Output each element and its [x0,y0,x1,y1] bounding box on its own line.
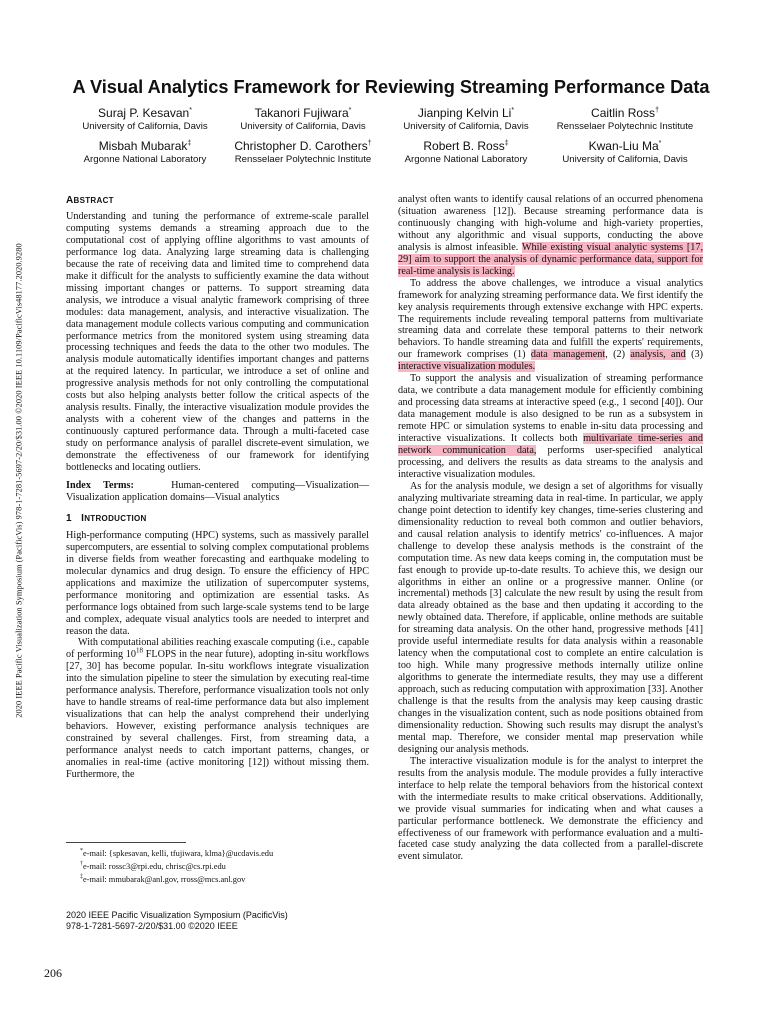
text-run: To address the above challenges, we introduce a visual analytics framework for analyzing streaming performance data. We first identify the key analysis requirements through extensive exchange with HPC experts. The requirements include revealing temporal patterns from multivariate streaming data and correlate these temporal patterns to their network behaviors. To handle streaming data and fulfill the experts' requirements, our framework comprises (1) [398,277,703,361]
page-number: 206 [44,966,62,980]
footnotes [80,846,370,884]
author-mark: * [658,140,662,147]
exponent: 18 [136,647,143,656]
author-8 [540,137,710,166]
right-paragraph-1 [398,194,703,278]
text-run: analyst often wants to identify causal relations of an occurred phenomena (situation awareness [12]). Because streaming performance data is continuously changing with high-volume and high-variety properties, without any algorithmic and visual supports, conducting the above analysis is almost infeasible. [398,194,703,253]
intro-heading-first: I [81,512,85,524]
abstract-heading-rest: BSTRACT [73,196,114,205]
intro-heading [66,512,369,526]
author-affiliation: Rensselaer Polytechnic Institute [234,154,372,165]
author-mark: * [348,107,352,114]
text-run: performs user-specified analytical processing, and delivers the results as data streams to the analysis and interactive visualization modules. [398,445,703,480]
doi-sidebar-text: 2020 IEEE Pacific Visualization Symposium (PacificVis) 978-1-7281-5697-2/20/$31.00 ©2020 IEEE 10.1109/PacificVis48177.2020.9280 [14,242,24,718]
author-block [60,104,740,168]
footnote-mark: ‡ [80,873,83,880]
author-1 [60,104,230,133]
footnote-rule [66,842,186,843]
author-5 [60,137,230,166]
text-run: To support the analysis and visualization of streaming performance data, we contribute a data management module for efficiently combining and processing data streams at interactive speed (e.g., 1 second [40]). Our data management module is also designed to be run as a subsystem in remote HPC or simulation systems to enable in-situ data processing and interactive visualizations. It collects both [398,373,703,445]
author-affiliation: University of California, Davis [562,154,688,165]
author-6 [218,137,388,166]
author-mark: † [367,140,372,147]
footnote-text: e-mail: mmubarak@anl.gov, rross@mcs.anl.gov [83,874,246,884]
author-2 [218,104,388,133]
author-name: Christopher D. Carothers [234,139,368,153]
right-paragraph-2 [398,278,703,374]
footnote [80,846,370,859]
author-7 [381,137,551,166]
highlighted-text: data management [530,349,606,361]
author-name: Caitlin Ross [591,106,656,120]
author-mark: * [511,107,515,114]
highlighted-text: interactive visualization modules. [398,361,536,373]
highlighted-text: analysis, and [630,349,686,361]
author-name: Misbah Mubarak [98,139,188,153]
abstract-heading [66,194,369,208]
author-affiliation: Argonne National Laboratory [83,154,207,165]
intro-paragraph-2 [66,637,369,780]
paper-title: A Visual Analytics Framework for Reviewing Streaming Performance Data [72,77,710,97]
author-affiliation: Rensselaer Polytechnic Institute [556,121,694,132]
intro-heading-rest: NTRODUCTION [84,513,147,523]
abstract-heading-first: A [66,195,74,206]
author-mark: * [189,107,192,114]
author-mark: † [655,107,659,114]
author-name: Takanori Fujiwara [254,106,349,120]
text-run: , (2) [605,349,631,361]
intro-paragraph-1: High-performance computing (HPC) systems, such as massively parallel supercomputers, are essential to solving complex computational problems in diverse fields from weather forecasting and earthquake modeling to molecular dynamics and drug design. To ensure the efficiency of HPC applications and maximize the utilization of supercomputer systems, performance monitoring and optimization are essential tasks. As performance logs obtained from such large-scale systems tend to be large and complex, adequate visual analytics tools are needed to interpret and reason the data. [66,529,369,637]
author-affiliation: University of California, Davis [240,121,366,132]
left-column [66,194,369,781]
footnote-text: e-mail: rossc3@rpi.edu, chrisc@cs.rpi.edu [83,861,226,871]
right-paragraph-4: As for the analysis module, we design a set of algorithms for visually analyzing multivariate streaming data in real-time. In particular, we apply change point detection to identify key changes, time-series clustering and dimensionality reduction to reveal both common and outlier behaviors, and causal relation analysis to identify metrics' co-influences. A major challenge to develop these analysis methods is the constraint of the computation time. As new data keeps coming in, the computation must be fast enough to provide up-to-date results. To achieve this, we design our algorithms in either an online or a progressive manner. Online (or incremental) methods [3] calculate the new result by using the result from data already obtained as the base and then updating it according to the newly obtained data. Therefore, if applicable, online methods are suitable for streaming data analysis. On the other hand, progressive methods [41] provide useful intermediate results for data analysis within a reasonable latency when the computational cost to complete an entire calculation is too high. While many progressive methods internally utilize online algorithms to generate the intermediate results, they may use a different approach, such as reducing computation with approximation [33]. Another challenge is that the results from the analysis may keep causing drastic changes in the visualization content, such as node positions obtained from dimensionality reduction. Showing such results may disrupt the analyst's mental map. Therefore, we consider mental map preservation while designing our analysis methods. [398,480,703,755]
footnote-text: e-mail: {spkesavan, kelli, tfujiwara, klma}@ucdavis.edu [83,848,274,858]
doi-sidebar [8,230,30,730]
author-name: Suraj P. Kesavan [98,106,190,120]
author-mark: ‡ [504,140,509,147]
author-name: Jianping Kelvin Li [417,106,512,120]
author-affiliation: University of California, Davis [403,121,529,132]
author-name: Kwan-Liu Ma [588,139,659,153]
right-paragraph-3 [398,373,703,481]
right-paragraph-5: The interactive visualization module is for the analyst to interpret the results from the analysis module. The module provides a fully interactive interface to help relate the temporal behaviors from the historical context with the intermediate results to make critical observations. Additionally, we provide visual summaries for indicating when and what causes a particular performance bottleneck. We demonstrate the efficiency and effectiveness of our framework with performance evaluation and a multi-faceted case study analyzing the data collected from a parallel-discrete event simulator. [398,755,703,863]
footnote [80,872,370,885]
intro-number: 1 [66,512,72,524]
index-terms-label: Index Terms: [66,479,134,491]
highlighted-text: While existing visual analytic systems [17, 29] aim to support the analysis of dynamic performance data, support for real-time analysis is lacking. [398,241,703,277]
text-run: (3) [685,349,704,361]
footnote-mark: * [80,848,83,854]
author-name: Robert B. Ross [423,139,505,153]
footnote [80,859,370,872]
right-column [398,194,703,863]
conference-isbn: 978-1-7281-5697-2/20/$31.00 ©2020 IEEE [66,921,238,931]
intro-p2-end: FLOPS in the near future), adopting in-situ workflows [27, 30] has become popular. In-situ workflows integrate visualization into the simulation pipeline to steer the simulation by executing real-time performance analysis. Therefore, performance visualization tools not only have to handle streams of real-time performance data but also implement visualizations that can help the analyst comprehend their underlying behaviors. However, existing performance analysis techniques are constrained by several challenges. First, from streaming data, a performance analyst needs to catch important patterns, changes, or anomalies in real-time (active monitoring [12]) without missing them. Furthermore, the [66,649,369,780]
footnote-mark: † [80,860,83,867]
author-affiliation: Argonne National Laboratory [404,154,528,165]
conference-info [66,910,366,932]
intro-p2-start: With computational abilities reaching exascale computing (i.e., capable of performing 10 [66,637,369,661]
author-4 [540,104,710,133]
conference-name: 2020 IEEE Pacific Visualization Symposium (PacificVis) [66,910,288,920]
index-terms-text: Human-centered computing—Visualization—Visualization application domains—Visual analytics [66,479,369,503]
author-affiliation: University of California, Davis [82,121,208,132]
author-mark: ‡ [187,140,192,147]
index-terms [66,480,369,504]
author-3 [381,104,551,133]
abstract-text: Understanding and tuning the performance of extreme-scale parallel computing systems demands a streaming approach due to the computational cost of applying offline algorithms to vast amounts of performance log data. Analyzing large streaming data is challenging because the rate of receiving data and limited time to comprehend data make it difficult for the analysts to sufficiently examine the data without missing important changes or patterns. To support streaming data analysis, we introduce a visual analytic framework comprising of three modules: data management, analysis, and interactive visualization. The data management module collects various computing and communication performance metrics from the monitored system using streaming data processing techniques and feeds the data to the other two modules. The analysis module automatically identifies important changes and patterns at the required latency. In particular, we introduce a set of online and progressive analysis methods for not only controlling the computational costs but also helping analysts better follow the critical aspects of the analysis results. Finally, the interactive visualization module provides the analysts with a coherent view of the changes and patterns in the continuously captured performance data. Through a multi-faceted case study on performance analysis of parallel discrete-event simulation, we demonstrate the effectiveness of our framework for identifying bottlenecks and locating outliers. [66,211,369,474]
highlighted-text: multivariate time-series and network communication data, [398,433,703,457]
